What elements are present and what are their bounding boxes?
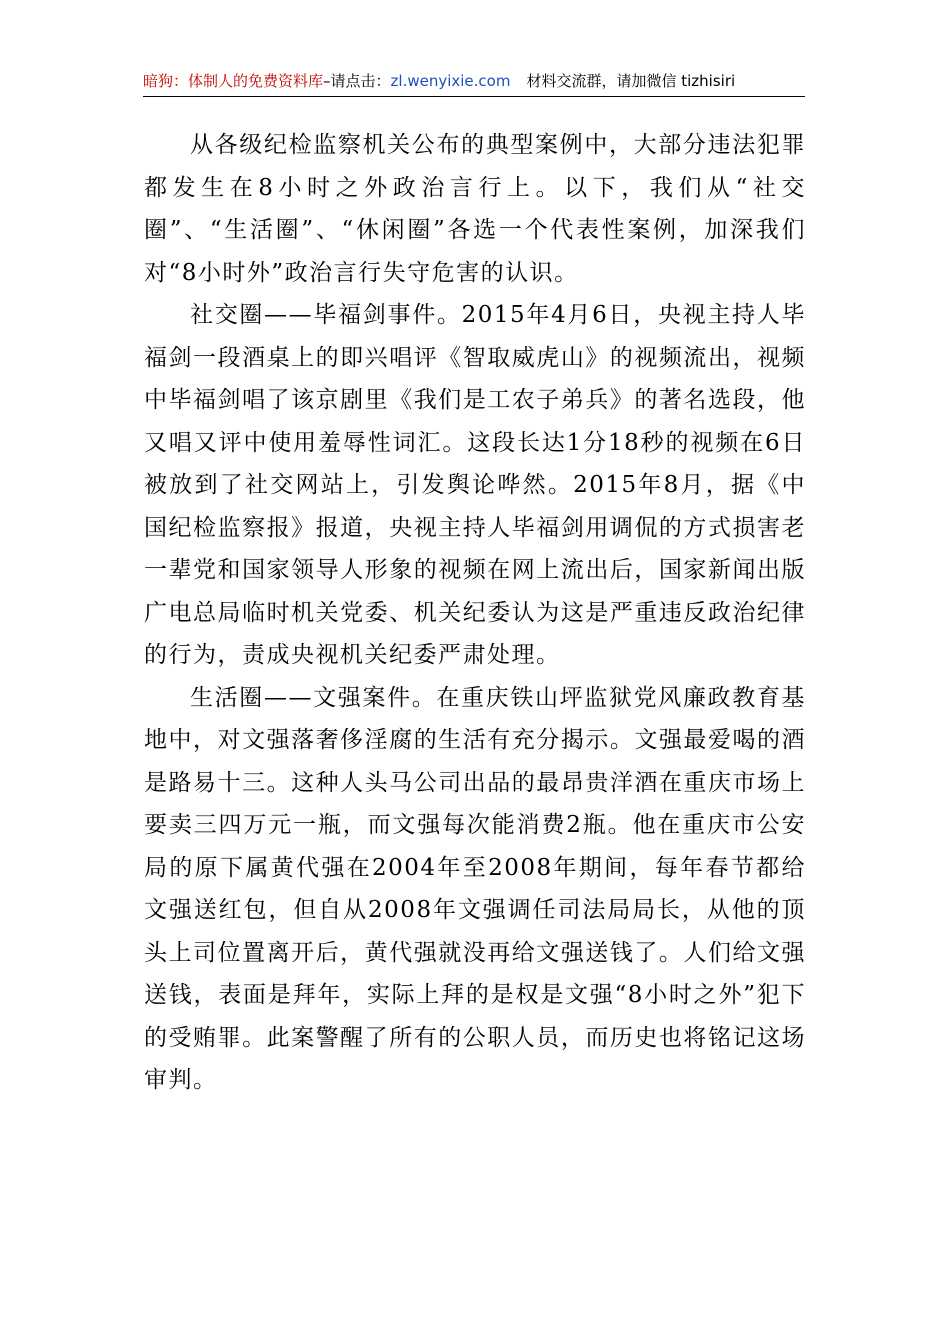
page-header xyxy=(143,66,805,97)
header-wechat-note: 材料交流群，请加微信 tizhisiri xyxy=(526,72,736,90)
document-body xyxy=(144,124,806,1102)
paragraph-intro: 从各级纪检监察机关公布的典型案例中，大部分违法犯罪都发生在8小时之外政治言行上。以下，我们从“社交圈”、“生活圈”、“休闲圈”各选一个代表性案例，加深我们对“8小时外”政治言行失守危害的认识。 xyxy=(144,132,806,286)
paragraph-life-circle-case: 生活圈——文强案件。在重庆铁山坪监狱党风廉政教育基地中，对文强落奢侈淫腐的生活有充分揭示。文强最爱喝的酒是路易十三。这种人头马公司出品的最昂贵洋酒在重庆市场上要卖三四万元一瓶，而文强每次能消费2瓶。他在重庆市公安局的原下属黄代强在2004年至2008年期间，每年春节都给文强送红包，但自从2008年文强调任司法局局长，从他的顶头上司位置离开后，黄代强就没再给文强送钱了。人们给文强送钱，表面是拜年，实际上拜的是权是文强“8小时之外”犯下的受贿罪。此案警醒了所有的公职人员，而历史也将铭记这场审判。 xyxy=(144,684,806,1093)
header-click-prompt: –请点击： xyxy=(323,72,391,90)
header-site-name: 暗狗：体制人的免费资料库 xyxy=(143,72,324,90)
paragraph-social-circle-case: 社交圈——毕福剑事件。2015年4月6日，央视主持人毕福剑一段酒桌上的即兴唱评《智取威虎山》的视频流出，视频中毕福剑唱了该京剧里《我们是工农子弟兵》的著名选段，他又唱又评中使用羞辱性词汇。这段长达1分18秒的视频在6日被放到了社交网站上，引发舆论哗然。2015年8月，据《中国纪检监察报》报道，央视主持人毕福剑用调侃的方式损害老一辈党和国家领导人形象的视频在网上流出后，国家新闻出版广电总局临时机关党委、机关纪委认为这是严重违反政治纪律的行为，责成央视机关纪委严肃处理。 xyxy=(144,302,806,668)
header-url-link[interactable]: zl.wenyixie.com xyxy=(390,72,511,90)
